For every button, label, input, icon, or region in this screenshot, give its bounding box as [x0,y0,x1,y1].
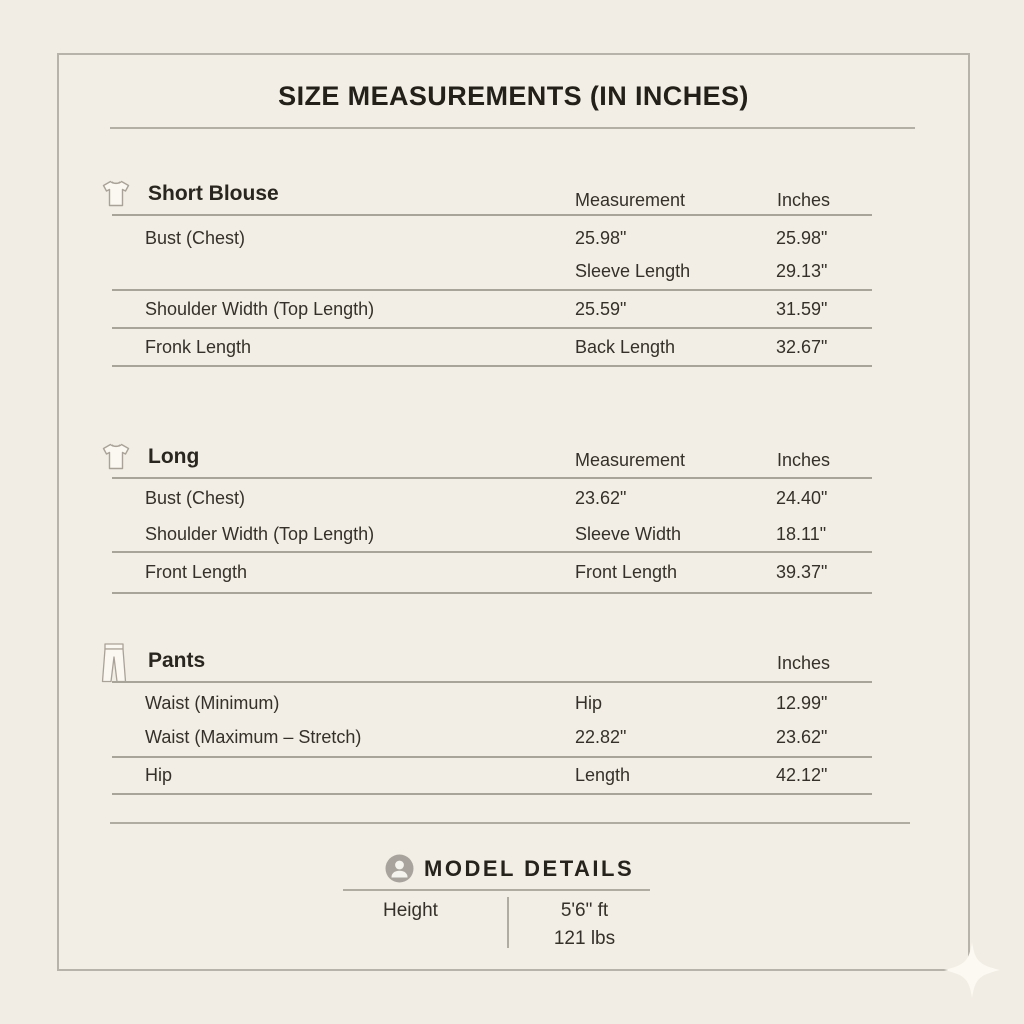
row-inches: 23.62" [776,727,828,747]
model-detail-value-weight: 121 lbs [553,928,616,949]
row-measurement: Length [575,765,631,785]
divider [112,592,872,594]
model-detail-value-height: 5'6" ft [560,900,609,921]
page-title: SIZE MEASUREMENTS (IN INCHES) [278,81,749,111]
person-icon [385,854,414,883]
row-measurement: 25.98" [575,228,627,248]
row-label: Waist (Minimum) [145,693,280,713]
row-measurement: Sleeve Length [575,261,691,281]
row-inches: 12.99" [776,693,828,713]
row-label: Bust (Chest) [145,228,246,248]
row-measurement: 25.59" [575,299,627,319]
divider [112,681,872,683]
title-divider [110,127,915,129]
section-title: Long [148,445,200,468]
tshirt-icon [100,441,132,473]
tshirt-icon [100,178,132,210]
model-details-vertical-divider [507,897,509,948]
section-title: Short Blouse [148,182,279,205]
row-measurement: Back Length [575,337,676,357]
row-label: Fronk Length [145,337,252,357]
row-measurement: 23.62" [575,488,627,508]
model-details-title: MODEL DETAILS [424,856,635,881]
divider [112,365,872,367]
sparkle-icon [940,938,1004,1002]
row-inches: 31.59" [776,299,828,319]
column-header-measurement: Measurement [575,450,686,470]
row-inches: 29.13" [776,261,828,281]
row-label: Waist (Maximum – Stretch) [145,727,362,747]
section-title: Pants [148,649,206,672]
row-inches: 18.11" [776,524,827,544]
row-inches: 39.37" [776,562,828,582]
divider [112,327,872,329]
row-measurement: Sleeve Width [575,524,682,544]
row-label: Shoulder Width (Top Length) [145,299,375,319]
row-inches: 42.12" [776,765,828,785]
column-header-inches: Inches [777,653,831,673]
model-detail-label: Height [383,900,438,921]
pants-icon [100,642,128,684]
row-label: Front Length [145,562,248,582]
column-header-inches: Inches [777,450,831,470]
row-label: Bust (Chest) [145,488,246,508]
row-inches: 25.98" [776,228,828,248]
divider [112,477,872,479]
footer-divider [110,822,910,824]
column-header-inches: Inches [777,190,831,210]
column-header-measurement: Measurement [575,190,686,210]
row-label: Shoulder Width (Top Length) [145,524,375,544]
divider [112,289,872,291]
model-details-divider [343,889,650,891]
row-measurement: Hip [575,693,603,713]
row-label: Hip [145,765,173,785]
divider [112,214,872,216]
divider [112,756,872,758]
row-measurement: 22.82" [575,727,627,747]
row-inches: 32.67" [776,337,828,357]
row-inches: 24.40" [776,488,828,508]
divider [112,793,872,795]
divider [112,551,872,553]
row-measurement: Front Length [575,562,678,582]
